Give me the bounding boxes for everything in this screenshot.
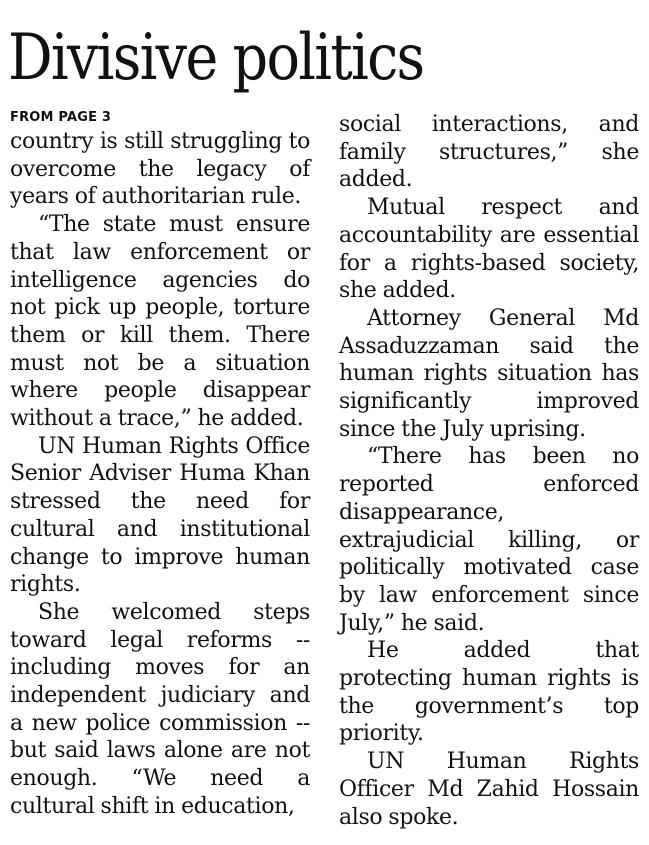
paragraph: He added that protecting human rights is the government’s top priority. bbox=[339, 638, 639, 747]
article-column-left bbox=[10, 108, 310, 821]
paragraph: country is still struggling to overcome the legacy of years of authoritarian rule. bbox=[10, 129, 310, 210]
paragraph: Attorney General Md Assaduzzaman said the human rights situation has significantly improved since the July uprising. bbox=[339, 305, 639, 442]
paragraph: UN Human Rights Office Senior Adviser Huma Khan stressed the need for cultural and institutional change to improve human rights. bbox=[10, 433, 310, 598]
paragraph: UN Human Rights Officer Md Zahid Hossain also spoke. bbox=[339, 749, 639, 830]
article-column-right bbox=[339, 111, 639, 831]
paragraph: “The state must ensure that law enforcement or intelligence agencies do not pick up people, torture them or kill them. There must not be a situation where people disappear without a trace,” he added. bbox=[10, 212, 310, 432]
paragraph: social interactions, and family structures,” she added. bbox=[339, 112, 639, 193]
paragraph: She welcomed steps toward legal reforms -- including moves for an independent judiciary and a new police commission -- but said laws alone are not enough. “We need a cultural shift in education, bbox=[10, 599, 310, 819]
jump-line: FROM PAGE 3 bbox=[10, 110, 112, 125]
headline: Divisive politics bbox=[8, 21, 424, 95]
paragraph: Mutual respect and accountability are essential for a rights-based society, she added. bbox=[339, 195, 639, 304]
paragraph: “There has been no reported enforced disappearance, extrajudicial killing, or politically motivated case by law enforcement since July,” he said. bbox=[339, 444, 639, 636]
